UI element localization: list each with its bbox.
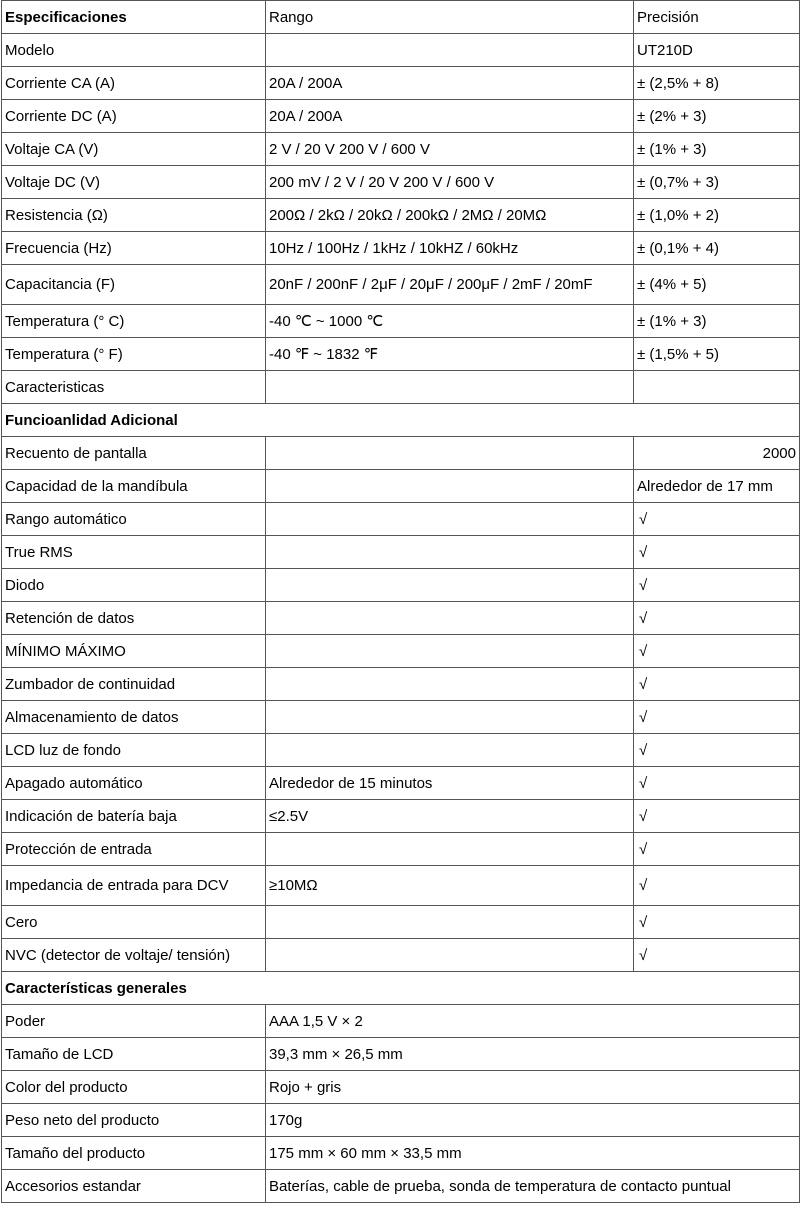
spec-row xyxy=(2,67,800,100)
spec-name: Modelo xyxy=(2,34,266,67)
feature-range xyxy=(266,939,634,972)
feature-row xyxy=(2,635,800,668)
feature-name: Diodo xyxy=(2,569,266,602)
spec-range: -40 ℉ ~ 1832 ℉ xyxy=(266,338,634,371)
general-value: 39,3 mm × 26,5 mm xyxy=(266,1038,800,1071)
general-row xyxy=(2,1137,800,1170)
feature-row xyxy=(2,701,800,734)
feature-range xyxy=(266,635,634,668)
feature-name: Almacenamiento de datos xyxy=(2,701,266,734)
spec-name: Caracteristicas xyxy=(2,371,266,404)
spec-range: -40 ℃ ~ 1000 ℃ xyxy=(266,305,634,338)
feature-range xyxy=(266,602,634,635)
feature-row xyxy=(2,437,800,470)
feature-row xyxy=(2,906,800,939)
feature-check-mark: √ xyxy=(634,668,800,701)
header-specifications: Especificaciones xyxy=(2,1,266,34)
spec-range xyxy=(266,371,634,404)
section-row-general xyxy=(2,972,800,1005)
feature-value: 2000 xyxy=(634,437,800,470)
spec-name: Corriente CA (A) xyxy=(2,67,266,100)
feature-name: Zumbador de continuidad xyxy=(2,668,266,701)
spec-accuracy: ± (0,1% + 4) xyxy=(634,232,800,265)
spec-accuracy xyxy=(634,371,800,404)
section-title-general: Características generales xyxy=(2,972,800,1005)
spec-range xyxy=(266,34,634,67)
header-accuracy: Precisión xyxy=(634,1,800,34)
general-row xyxy=(2,1071,800,1104)
spec-row xyxy=(2,371,800,404)
spec-range: 20nF / 200nF / 2μF / 20μF / 200μF / 2mF / 20mF xyxy=(266,265,634,305)
spec-accuracy: ± (1,5% + 5) xyxy=(634,338,800,371)
feature-row xyxy=(2,866,800,906)
spec-accuracy: ± (2% + 3) xyxy=(634,100,800,133)
spec-range: 2 V / 20 V 200 V / 600 V xyxy=(266,133,634,166)
spec-table xyxy=(1,0,800,1203)
section-row-additional xyxy=(2,404,800,437)
feature-row xyxy=(2,503,800,536)
general-row xyxy=(2,1170,800,1203)
feature-check-mark: √ xyxy=(634,503,800,536)
feature-range: ≥10MΩ xyxy=(266,866,634,906)
feature-check-mark: √ xyxy=(634,602,800,635)
spec-table-body xyxy=(2,1,800,1203)
general-row xyxy=(2,1104,800,1137)
general-value: AAA 1,5 V × 2 xyxy=(266,1005,800,1038)
feature-range xyxy=(266,906,634,939)
general-row xyxy=(2,1038,800,1071)
spec-accuracy: ± (2,5% + 8) xyxy=(634,67,800,100)
feature-range xyxy=(266,833,634,866)
feature-name: True RMS xyxy=(2,536,266,569)
general-row xyxy=(2,1005,800,1038)
feature-name: Indicación de batería baja xyxy=(2,800,266,833)
feature-check-mark: √ xyxy=(634,939,800,972)
feature-row xyxy=(2,800,800,833)
spec-accuracy: UT210D xyxy=(634,34,800,67)
spec-name: Temperatura (° F) xyxy=(2,338,266,371)
feature-value: Alrededor de 17 mm xyxy=(634,470,800,503)
feature-check-mark: √ xyxy=(634,833,800,866)
feature-check-mark: √ xyxy=(634,536,800,569)
feature-row xyxy=(2,939,800,972)
spec-range: 200 mV / 2 V / 20 V 200 V / 600 V xyxy=(266,166,634,199)
general-name: Peso neto del producto xyxy=(2,1104,266,1137)
feature-name: Rango automático xyxy=(2,503,266,536)
feature-name: Protección de entrada xyxy=(2,833,266,866)
feature-range xyxy=(266,701,634,734)
spec-name: Voltaje DC (V) xyxy=(2,166,266,199)
feature-range xyxy=(266,503,634,536)
spec-row xyxy=(2,232,800,265)
feature-range: ≤2.5V xyxy=(266,800,634,833)
feature-row xyxy=(2,668,800,701)
spec-accuracy: ± (1% + 3) xyxy=(634,133,800,166)
spec-range: 200Ω / 2kΩ / 20kΩ / 200kΩ / 2MΩ / 20MΩ xyxy=(266,199,634,232)
spec-name: Voltaje CA (V) xyxy=(2,133,266,166)
spec-range: 10Hz / 100Hz / 1kHz / 10kHZ / 60kHz xyxy=(266,232,634,265)
feature-row xyxy=(2,767,800,800)
general-value: Baterías, cable de prueba, sonda de temperatura de contacto puntual xyxy=(266,1170,800,1203)
feature-check-mark: √ xyxy=(634,767,800,800)
feature-range xyxy=(266,536,634,569)
feature-check-mark: √ xyxy=(634,906,800,939)
feature-name: Capacidad de la mandíbula xyxy=(2,470,266,503)
spec-range: 20A / 200A xyxy=(266,100,634,133)
spec-accuracy: ± (1% + 3) xyxy=(634,305,800,338)
spec-name: Frecuencia (Hz) xyxy=(2,232,266,265)
spec-row xyxy=(2,305,800,338)
feature-check-mark: √ xyxy=(634,701,800,734)
spec-row xyxy=(2,199,800,232)
feature-name: Impedancia de entrada para DCV xyxy=(2,866,266,906)
feature-range xyxy=(266,569,634,602)
feature-check-mark: √ xyxy=(634,635,800,668)
feature-row xyxy=(2,833,800,866)
general-name: Tamaño del producto xyxy=(2,1137,266,1170)
feature-name: Recuento de pantalla xyxy=(2,437,266,470)
feature-name: Retención de datos xyxy=(2,602,266,635)
spec-name: Capacitancia (F) xyxy=(2,265,266,305)
feature-row xyxy=(2,536,800,569)
feature-range xyxy=(266,470,634,503)
feature-row xyxy=(2,602,800,635)
feature-row xyxy=(2,470,800,503)
spec-row xyxy=(2,100,800,133)
feature-name: LCD luz de fondo xyxy=(2,734,266,767)
spec-name: Resistencia (Ω) xyxy=(2,199,266,232)
feature-check-mark: √ xyxy=(634,866,800,906)
spec-accuracy: ± (1,0% + 2) xyxy=(634,199,800,232)
spec-name: Temperatura (° C) xyxy=(2,305,266,338)
feature-row xyxy=(2,569,800,602)
spec-range: 20A / 200A xyxy=(266,67,634,100)
general-value: Rojo + gris xyxy=(266,1071,800,1104)
feature-check-mark: √ xyxy=(634,734,800,767)
spec-row xyxy=(2,34,800,67)
spec-accuracy: ± (4% + 5) xyxy=(634,265,800,305)
general-value: 175 mm × 60 mm × 33,5 mm xyxy=(266,1137,800,1170)
feature-name: MÍNIMO MÁXIMO xyxy=(2,635,266,668)
feature-row xyxy=(2,734,800,767)
general-name: Poder xyxy=(2,1005,266,1038)
feature-name: NVC (detector de voltaje/ tensión) xyxy=(2,939,266,972)
spec-row xyxy=(2,166,800,199)
general-value: 170g xyxy=(266,1104,800,1137)
feature-name: Apagado automático xyxy=(2,767,266,800)
feature-range xyxy=(266,437,634,470)
spec-row xyxy=(2,265,800,305)
feature-name: Cero xyxy=(2,906,266,939)
general-name: Tamaño de LCD xyxy=(2,1038,266,1071)
general-name: Color del producto xyxy=(2,1071,266,1104)
spec-row xyxy=(2,338,800,371)
feature-range: Alrededor de 15 minutos xyxy=(266,767,634,800)
header-range: Rango xyxy=(266,1,634,34)
section-title-additional: Funcioanlidad Adicional xyxy=(2,404,800,437)
feature-range xyxy=(266,734,634,767)
feature-check-mark: √ xyxy=(634,569,800,602)
feature-range xyxy=(266,668,634,701)
header-row xyxy=(2,1,800,34)
spec-name: Corriente DC (A) xyxy=(2,100,266,133)
feature-check-mark: √ xyxy=(634,800,800,833)
spec-row xyxy=(2,133,800,166)
spec-accuracy: ± (0,7% + 3) xyxy=(634,166,800,199)
general-name: Accesorios estandar xyxy=(2,1170,266,1203)
